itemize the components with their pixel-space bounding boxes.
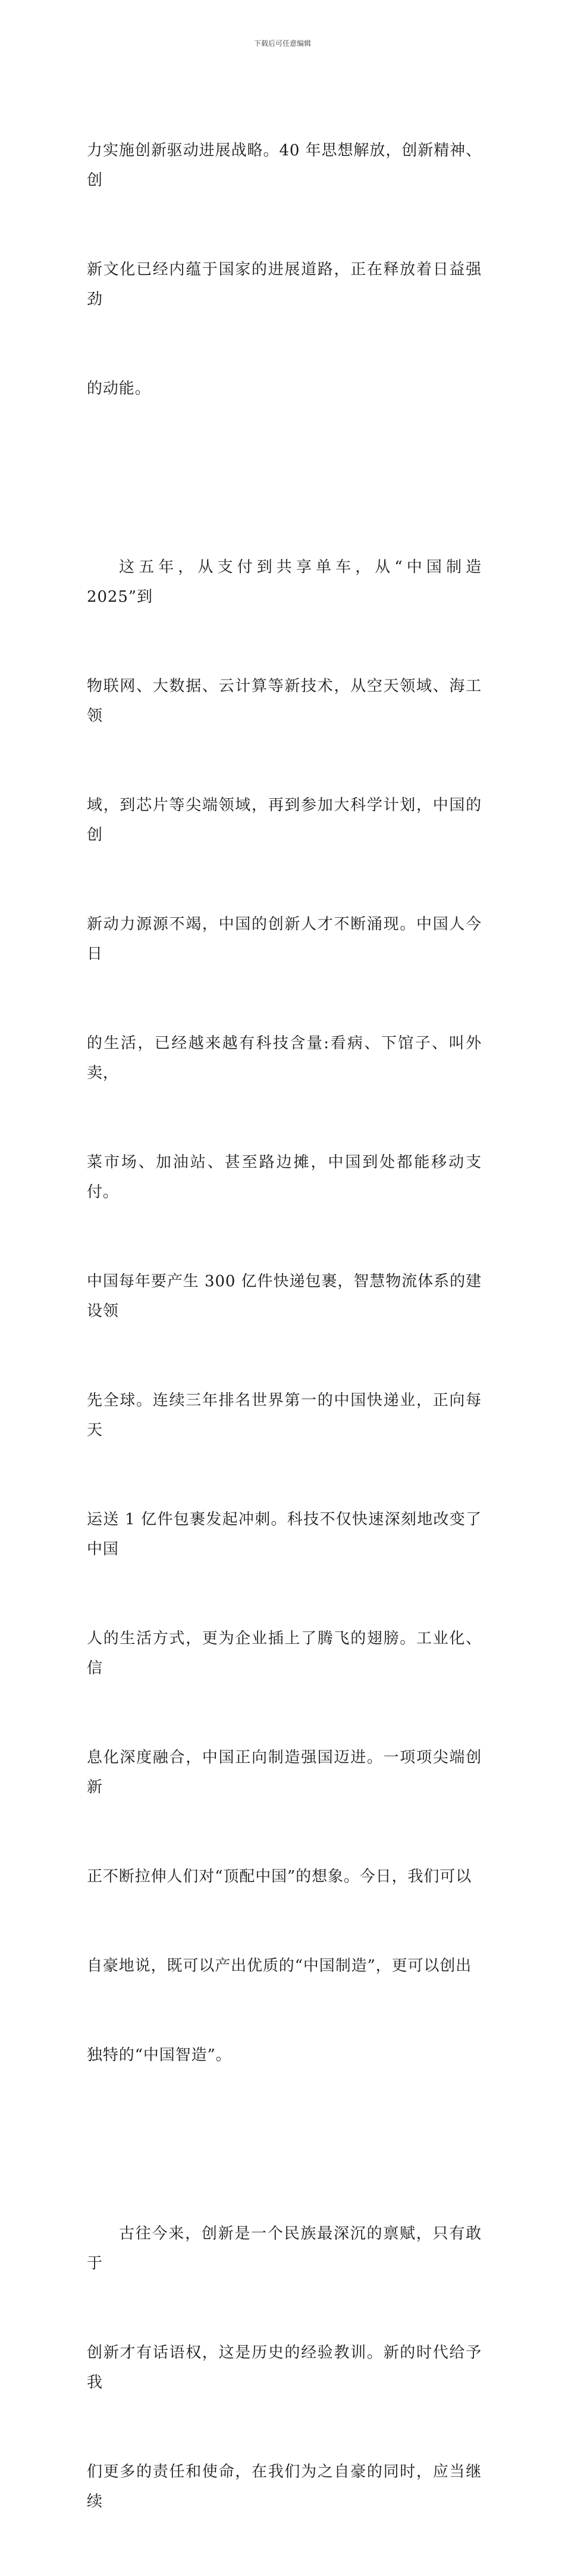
paragraph-ancient-to-modern xyxy=(87,2159,482,2576)
document-body xyxy=(87,76,488,2576)
paragraph-innovation-five-years xyxy=(87,493,488,2130)
text-line: 独特的“中国智造”。 xyxy=(87,2046,232,2064)
text-line: 的动能。 xyxy=(87,380,151,398)
text-line: 古往今来，创新是一个民族最深沉的禀赋，只有敢于 xyxy=(87,2225,482,2272)
text-line: 力实施创新驱动进展战略。40 年思想解放，创新精神、创 xyxy=(87,142,482,189)
paragraph-gap xyxy=(87,463,482,493)
text-line: 这五年，从支付到共享单车，从“中国制造 2025”到 xyxy=(87,558,488,606)
text-line: 中国每年要产生 300 亿件快递包裹，智慧物流体系的建设领 xyxy=(87,1273,482,1320)
text-line: 域，到芯片等尖端领域，再到参加大科学计划，中国的创 xyxy=(87,796,482,844)
text-line: 物联网、大数据、云计算等新技术，从空天领域、海工领 xyxy=(87,677,482,725)
text-line: 的生活，已经越来越有科技含量:看病、下馆子、叫外卖， xyxy=(87,1034,482,1082)
page-header: 下载后可任意编辑 xyxy=(253,39,311,48)
text-line: 自豪地说，既可以产出优质的“中国制造”，更可以创出 xyxy=(87,1957,472,1975)
text-line: 运送 1 亿件包裹发起冲刺。科技不仅快速深刻地改变了中国 xyxy=(87,1511,482,1558)
text-line: 新文化已经内蕴于国家的进展道路，正在释放着日益强劲 xyxy=(87,261,482,308)
text-line: 人的生活方式，更为企业插上了腾飞的翅膀。工业化、信 xyxy=(87,1630,482,1677)
paragraph-gap xyxy=(87,2130,482,2159)
text-line: 菜市场、加油站、甚至路边摊，中国到处都能移动支付。 xyxy=(87,1153,482,1201)
text-line: 先全球。连续三年排名世界第一的中国快递业，正向每天 xyxy=(87,1392,482,1439)
text-line: 正不断拉伸人们对“顶配中国”的想象。今日，我们可以 xyxy=(87,1868,472,1886)
paragraph-continuation xyxy=(87,76,482,463)
text-line: 们更多的责任和使命，在我们为之自豪的同时，应当继续 xyxy=(87,2463,482,2511)
text-line: 创新才有话语权，这是历史的经验教训。新的时代给予我 xyxy=(87,2344,482,2391)
text-line: 息化深度融合，中国正向制造强国迈进。一项项尖端创新 xyxy=(87,1749,482,1796)
text-line: 新动力源源不竭，中国的创新人才不断涌现。中国人今日 xyxy=(87,915,482,963)
